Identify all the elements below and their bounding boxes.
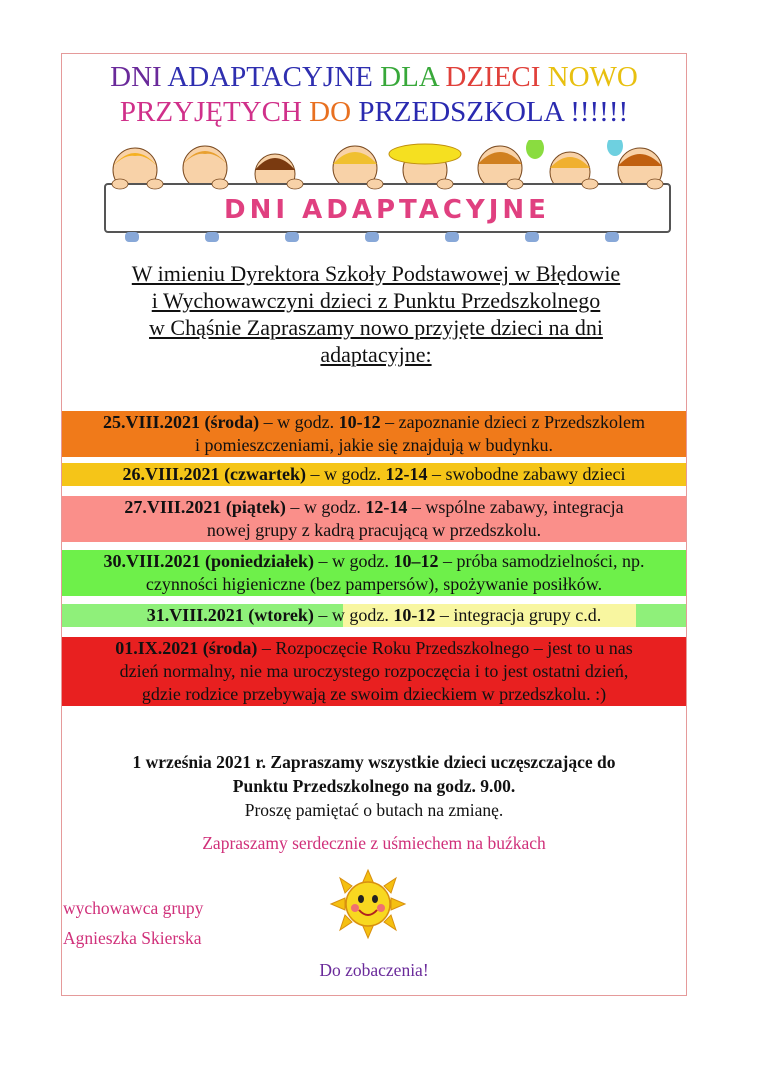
title-word: ADAPTACYJNE (167, 61, 373, 93)
title-line-2 (61, 95, 687, 130)
schedule-desc: – integracja grupy c.d. (435, 605, 602, 625)
kids-banner-illustration (95, 140, 680, 248)
schedule-hours: 12-14 (385, 464, 428, 484)
schedule-date: 25.VIII.2021 (102, 412, 200, 432)
announcement-line: 1 września 2021 r. Zapraszamy wszystkie dzieci uczęszczające do (132, 752, 616, 772)
schedule-desc-2: dzień normalny, nie ma uroczystego rozpoczęcia i to jest ostatni dzień, (119, 661, 629, 681)
schedule-hours: 10-12 (393, 605, 436, 625)
title-word: NOWO (547, 61, 638, 93)
schedule-row-01 (62, 637, 686, 706)
invitation-line: w Chąśnie Zapraszamy nowo przyjęte dzieci na dni (149, 315, 603, 340)
warm-invitation: Zapraszamy serdecznie z uśmiechem na buźkach (202, 833, 546, 853)
invitation-line: i Wychowawczyni dzieci z Punktu Przedszkolnego (151, 288, 601, 313)
title-word: DLA (380, 61, 439, 93)
schedule-desc: – Rozpoczęcie Roku Przedszkolnego – jest to u nas (257, 638, 633, 658)
invitation-line: adaptacyjne: (320, 342, 432, 367)
smiling-sun-icon (327, 868, 409, 940)
teacher-name: Agnieszka Skierska (63, 928, 202, 948)
invitation-line: W imieniu Dyrektora Szkoły Podstawowej w Błędowie (131, 261, 621, 286)
schedule-desc-2: i pomieszczeniami, jakie się znajdują w budynku. (195, 435, 553, 455)
schedule-sep: – w godz. (285, 497, 366, 517)
schedule-sep: – w godz. (313, 605, 394, 625)
schedule-day: (piątek) (225, 497, 286, 517)
schedule-desc: – zapoznanie dzieci z Przedszkolem (380, 412, 646, 432)
shoes-reminder: Proszę pamiętać o butach na zmianę. (244, 800, 504, 820)
schedule-hours: 10-12 (338, 412, 381, 432)
schedule-hours: 12-14 (365, 497, 408, 517)
goodbye-text: Do zobaczenia! (319, 960, 429, 980)
schedule-date: 26.VIII.2021 (122, 464, 220, 484)
title-word: DNI (110, 61, 162, 93)
schedule-desc: – próba samodzielności, np. (438, 551, 645, 571)
schedule-day: (wtorek) (248, 605, 314, 625)
schedule-date: 27.VIII.2021 (124, 497, 222, 517)
schedule-desc-2: czynności higieniczne (bez pampersów), spożywanie posiłków. (145, 574, 603, 594)
schedule-row-31 (62, 604, 686, 627)
title-word: DZIECI (445, 61, 541, 93)
schedule-row-27 (62, 496, 686, 542)
schedule-sep: – w godz. (314, 551, 394, 571)
schedule-day: (czwartek) (224, 464, 307, 484)
schedule-row-30 (62, 550, 686, 596)
schedule-row-25 (62, 411, 686, 457)
teacher-role: wychowawca grupy (63, 898, 204, 918)
schedule-day: (środa) (204, 412, 260, 432)
schedule-sep: – w godz. (259, 412, 339, 432)
invitation-text (70, 260, 682, 368)
schedule-hours: 10–12 (393, 551, 439, 571)
schedule-date: 30.VIII.2021 (103, 551, 201, 571)
title-word: PRZYJĘTYCH (119, 96, 302, 128)
schedule-desc: – wspólne zabawy, integracja (407, 497, 624, 517)
schedule-sep: – w godz. (306, 464, 386, 484)
schedule-day: (środa) (202, 638, 258, 658)
title-word: DO (309, 96, 352, 128)
title-line-1 (61, 60, 687, 95)
schedule-desc: – swobodne zabawy dzieci (427, 464, 626, 484)
schedule-day: (poniedziałek) (205, 551, 315, 571)
schedule-row-26 (62, 463, 686, 486)
opening-announcement (61, 750, 687, 798)
schedule-date: 01.IX.2021 (115, 638, 199, 658)
page-title (61, 60, 687, 130)
schedule-desc-3: gdzie rodzice przebywają ze swoim dzieckiem w przedszkolu. :) (141, 684, 607, 704)
announcement-line: Punktu Przedszkolnego na godz. 9.00. (232, 776, 516, 796)
title-word: PRZEDSZKOLA !!!!!! (358, 96, 629, 128)
schedule-desc-2: nowej grupy z kadrą pracującą w przedszkolu. (206, 520, 542, 540)
banner-text: DNI ADAPTACYJNE (224, 195, 550, 225)
schedule-date: 31.VIII.2021 (146, 605, 244, 625)
